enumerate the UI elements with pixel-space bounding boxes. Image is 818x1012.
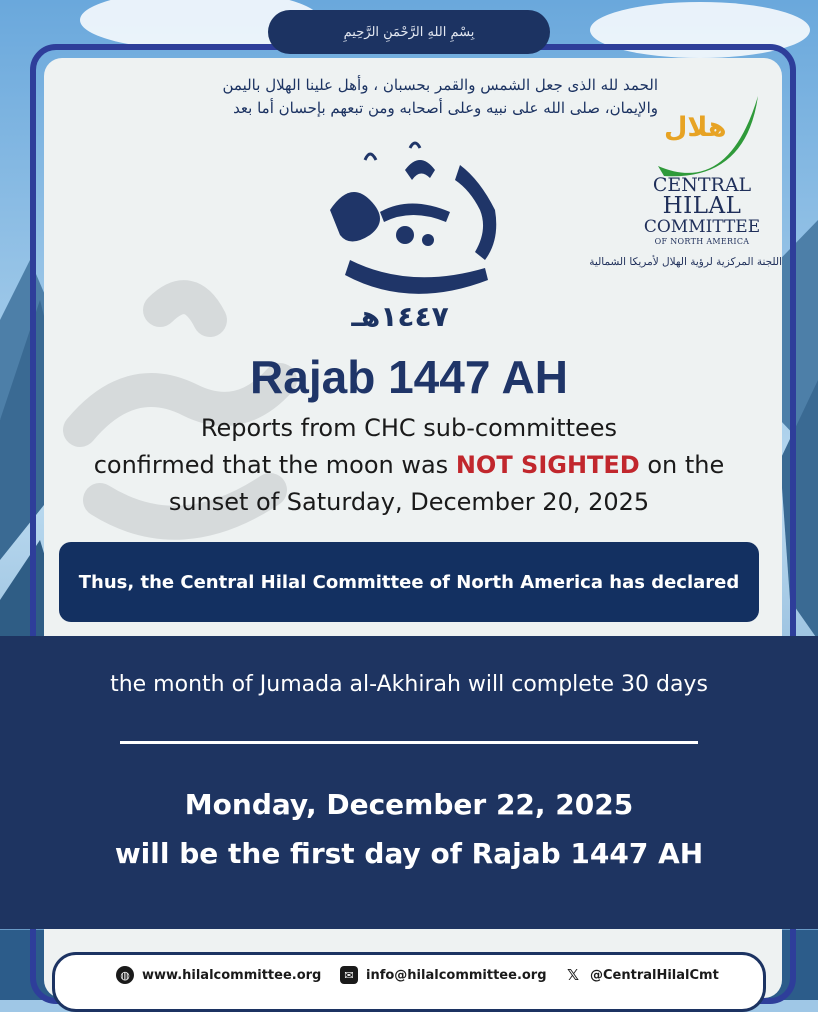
- divider-line: [120, 741, 698, 744]
- mail-icon: ✉: [340, 966, 358, 984]
- logo-line-hilal: HILAL: [662, 193, 742, 219]
- report-line-2: [40, 447, 778, 484]
- logo-line-committee: COMMITTEE: [643, 217, 761, 237]
- logo-line-central: CENTRAL: [652, 174, 752, 196]
- logo-line-north-america: OF NORTH AMERICA: [654, 237, 750, 246]
- first-day-date: Monday, December 22, 2025: [184, 788, 634, 821]
- opening-dua: [138, 74, 658, 120]
- report-line-3: sunset of Saturday, December 20, 2025: [168, 488, 650, 516]
- logo-arabic-hilal: هلال: [664, 112, 727, 143]
- twitter-link[interactable]: [564, 966, 719, 984]
- first-day-statement: will be the first day of Rajab 1447 AH: [114, 837, 704, 870]
- twitter-text: @CentralHilalCmt: [590, 967, 719, 983]
- report-line-1: Reports from CHC sub-committees: [200, 414, 618, 442]
- email-link[interactable]: [340, 966, 547, 984]
- dua-line-2: والإيمان، صلى الله على نبيه وعلى أصحابه ومن تبعهم بإحسان أما بعد: [233, 99, 658, 117]
- bismillah-banner: بِسْمِ اللهِ الرَّحْمَنِ الرَّحِيمِ: [268, 10, 550, 54]
- globe-icon: ◍: [116, 966, 134, 984]
- report-line-2-pre: confirmed that the moon was: [93, 451, 456, 479]
- report-line-2-post: on the: [639, 451, 725, 479]
- first-day-announcement: [0, 780, 818, 878]
- dua-line-1: الحمد لله الذى جعل الشمس والقمر بحسبان ، وأهل علينا الهلال باليمن: [222, 76, 658, 94]
- month-completion-text: the month of Jumada al-Akhirah will complete 30 days: [110, 672, 708, 697]
- email-text: info@hilalcommittee.org: [366, 967, 547, 983]
- logo-wordmark: [640, 176, 764, 247]
- page-title: Rajab 1447 AH: [250, 351, 568, 403]
- rajab-calligraphy: [310, 140, 510, 320]
- x-logo-icon: 𝕏: [566, 966, 580, 984]
- website-text: www.hilalcommittee.org: [142, 967, 322, 983]
- hijri-year: ١٤٤٧هـ: [351, 300, 449, 333]
- sighting-report: [40, 410, 778, 521]
- website-link[interactable]: [116, 966, 321, 984]
- declaration-banner: Thus, the Central Hilal Committee of North America has declared: [59, 542, 759, 622]
- logo-arabic-subtitle: اللجنة المركزية لرؤية الهلال لأمريكا الشمالية: [589, 256, 782, 268]
- not-sighted-highlight: NOT SIGHTED: [455, 451, 640, 479]
